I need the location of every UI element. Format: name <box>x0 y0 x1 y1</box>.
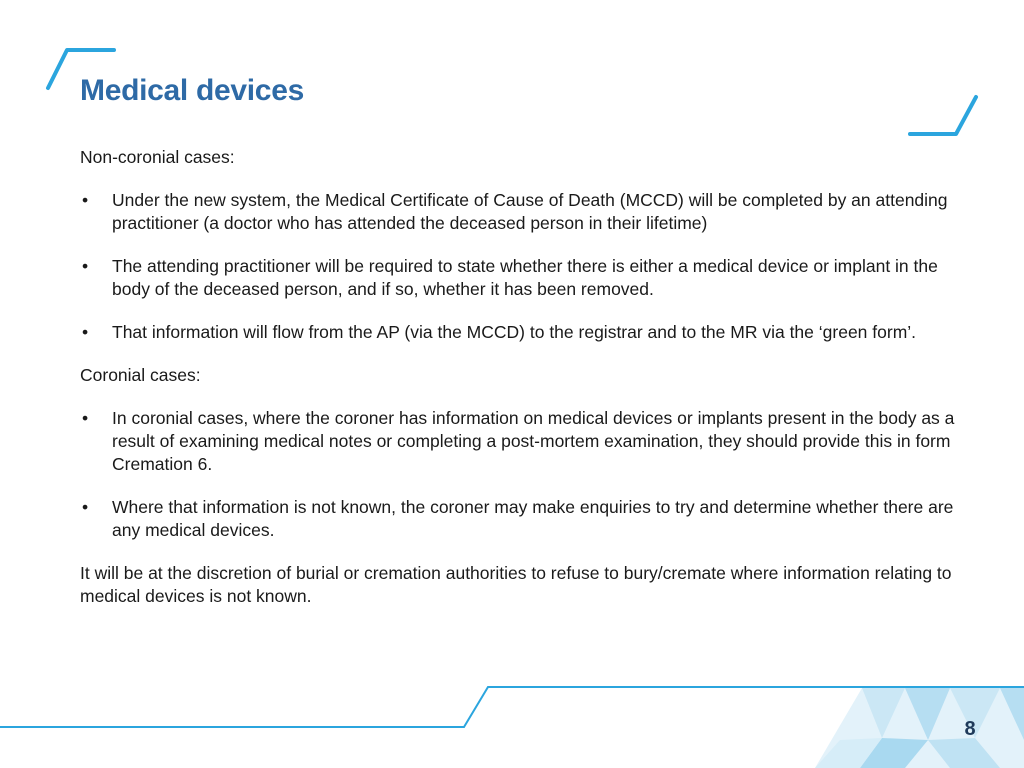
closing-paragraph: It will be at the discretion of burial or cremation authorities to refuse to bury/cremate where information relating to medical devices is not known. <box>80 563 952 606</box>
bullet-item <box>80 255 960 301</box>
bullet-item <box>80 496 960 542</box>
bullet-text: Where that information is not known, the coroner may make enquiries to try and determine whether there are any medical devices. <box>112 497 954 540</box>
bullet-dot: • <box>82 256 89 276</box>
bullet-item <box>80 407 960 476</box>
bullet-dot: • <box>82 190 89 210</box>
slide-content <box>80 146 960 628</box>
bullet-text: In coronial cases, where the coroner has information on medical devices or implants present in the body as a result of examining medical notes or completing a post-mortem examination, they should provide this in form Cremation 6. <box>112 408 955 474</box>
triangle-pattern <box>815 688 1024 768</box>
section-heading-coronial: Coronial cases: <box>80 365 201 385</box>
bullet-dot: • <box>82 322 89 342</box>
top-right-bracket <box>910 97 976 134</box>
page-number: 8 <box>964 718 976 740</box>
bullet-dot: • <box>82 497 89 517</box>
bullet-text: Under the new system, the Medical Certificate of Cause of Death (MCCD) will be completed by an attending practitioner (a doctor who has attended the deceased person in their lifetime) <box>112 190 948 233</box>
bullet-dot: • <box>82 408 89 428</box>
bullet-text: The attending practitioner will be required to state whether there is either a medical device or implant in the body of the deceased person, and if so, whether it has been removed. <box>112 256 938 299</box>
bullet-text: That information will flow from the AP (via the MCCD) to the registrar and to the MR via the ‘green form’. <box>112 322 917 342</box>
bullet-item <box>80 189 960 235</box>
bullet-item <box>80 321 960 344</box>
section-heading-noncoronial: Non-coronial cases: <box>80 147 235 167</box>
slide-title: Medical devices <box>80 74 304 107</box>
